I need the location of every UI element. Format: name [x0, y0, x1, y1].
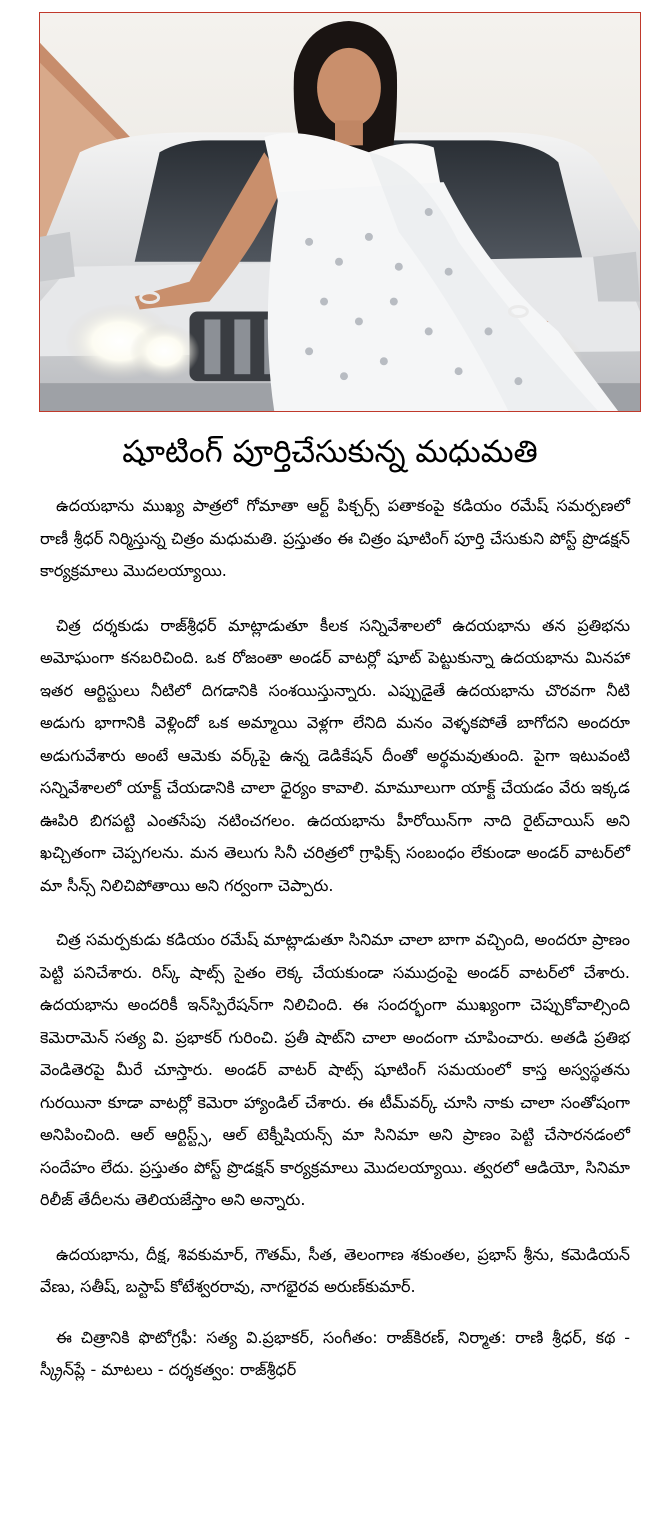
article-body: [40, 490, 630, 1387]
article-paragraph-presenter-quote: చిత్ర సమర్పకుడు కడియం రమేష్ మాట్లాడుతూ సినిమా చాలా బాగా వచ్చింది, అందరూ ప్రాణం పెట్టి పనిచేశారు. రిస్క్ షాట్స్ సైతం లెక్క చేయకుండా సముద్రంపై అండర్ వాటర్‌లో చేశారు. ఉదయభాను అందరికీ ఇన్‌స్పిరేషన్‌గా నిలిచింది. ఈ సందర్భంగా ముఖ్యంగా చెప్పుకోవాల్సింది కెమెరామెన్ సత్య వి. ప్రభాకర్ గురించి. ప్రతీ షాట్‌ని చాలా అందంగా చూపించారు. అతడి ప్రతిభ వెండితెరపై మీరే చూస్తారు. అండర్ వాటర్ షాట్స్ షూటింగ్ సమయంలో కాస్త అస్వస్థతను గురయినా కూడా వాటర్లో కెమెరా హ్యాండిల్ చేశారు. ఈ టీమ్‌వర్క్ చూసి నాకు చాలా సంతోషంగా అనిపించింది. ఆల్ ఆర్టిస్ట్స్, ఆల్ టెక్నీషియన్స్ మా సినిమా అని ప్రాణం పెట్టి చేసారనడంలో సందేహం లేదు. ప్రస్తుతం పోస్ట్ ప్రొడక్షన్ కార్యక్రమాలు మొదలయ్యాయి. త్వరలో ఆడియో, సినిమా రిలీజ్ తేదీలను తెలియజేస్తాం అని అన్నారు.: [40, 930, 630, 1209]
article-headline: షూటింగ్ పూర్తిచేసుకున్న మధుమతి: [122, 434, 538, 470]
article-paragraph-director-quote: చిత్ర దర్శకుడు రాజ్‌శ్రీధర్ మాట్లాడుతూ కీలక సన్నివేశాలలో ఉదయభాను తన ప్రతిభను అమోఘంగా కనబరిచింది. ఒక రోజంతా అండర్ వాటర్లో షూట్ పెట్టుకున్నా ఉదయభాను మినహా ఇతర ఆర్టిస్టులు నీటిలో దిగడానికి సంశయిస్తున్నారు. ఎప్పుడైతే ఉదయభాను చొరవగా నీటి అడుగు భాగానికి వెళ్లిందో ఒక అమ్మాయి వెళ్లగా లేనిది మనం వెళ్ళకపోతే బాగోదని అందరూ అడుగువేశారు అంటే ఆమెకు వర్క్‌పై ఉన్న డెడికేషన్ దీంతో అర్థమవుతుంది. పైగా ఇటువంటి సన్నివేశాలలో యాక్ట్ చేయడానికి చాలా ధైర్యం కావాలి. మామూలుగా యాక్ట్ చేయడం వేరు ఇక్కడ ఊపిరి బిగపట్టి ఎంతసేపు నటించగలం. ఉదయభాను హీరోయిన్‌గా నాది రైట్‌చాయిస్ అని ఖచ్చితంగా చెప్పగలను. మన తెలుగు సినీ చరిత్రలో గ్రాఫిక్స్ సంబంధం లేకుండా అండర్ వాటర్‌లో మా సీన్స్ నిలిచిపోతాయి అని గర్వంగా చెప్పారు.: [40, 615, 630, 895]
actress-on-car-photo: [40, 13, 640, 411]
article-paragraph-intro: ఉదయభాను ముఖ్య పాత్రలో గోమాతా ఆర్ట్ పిక్చర్స్ పతాకంపై కడియం రమేష్ సమర్పణలో రాణీ శ్రీధర్ నిర్మిస్తున్న చిత్రం మధుమతి. ప్రస్తుతం ఈ చిత్రం షూటింగ్ పూర్తి చేసుకుని పోస్ట్ ప్రొడక్షన్ కార్యక్రమాలు మొదలయ్యాయి.: [40, 496, 630, 580]
crew-credits: ఈ చిత్రానికి ఫొటోగ్రఫీ: సత్య వి.ప్రభాకర్, సంగీతం: రాజ్‌కిరణ్, నిర్మాత: రాణి శ్రీధర్, కథ - స్క్రీన్‌ప్లే - మాటలు - దర్శకత్వం: రాజ్‌శ్రీధర్: [40, 1327, 630, 1379]
article-photo: [39, 12, 641, 412]
cast-list: ఉదయభాను, దీక్ష, శివకుమార్, గౌతమ్, సీత, తెలంగాణ శకుంతల, ప్రభాస్ శ్రీను, కమెడియన్ వేణు, సతీష్, బస్టాప్ కోటేశ్వరరావు, నాగభైరవ అరుణ్‌కుమార్.: [40, 1244, 630, 1296]
